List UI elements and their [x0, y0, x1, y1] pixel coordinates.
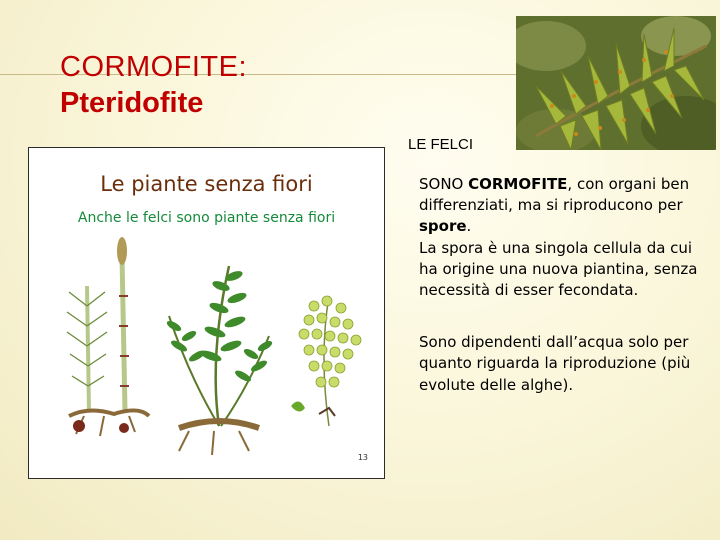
- bold-term: spore: [419, 217, 467, 236]
- body-text: [419, 174, 709, 396]
- illustration-title: Le piante senza fiori: [100, 172, 313, 196]
- text-span: SONO: [419, 175, 469, 193]
- text-span: .: [466, 217, 472, 236]
- fern-plant-icon: [165, 266, 273, 455]
- slide-title: CORMOFITE:: [60, 51, 248, 83]
- illustration-subtitle: Anche le felci sono piante senza fiori: [77, 210, 336, 226]
- illustration-panel: [28, 147, 385, 479]
- fern-photo: [516, 16, 716, 150]
- text-span: , con organi ben differenziati, ma si riproducono per: [419, 175, 690, 215]
- bold-term: CORMOFITE: [468, 175, 568, 193]
- page-number: 13: [357, 453, 368, 462]
- paragraph-1b: La spora è una singola cellula da cui ha origine una nuova piantina, senza necessità di esser fecondata.: [419, 238, 698, 300]
- plants-drawing: [29, 236, 384, 476]
- paragraph-2: Sono dipendenti dall’acqua solo per quanto riguarda la riproduzione (più evolute delle alghe).: [419, 333, 691, 394]
- paragraph-1: [419, 174, 709, 238]
- slide-subtitle: Pteridofite: [60, 87, 204, 119]
- fern-frond-icon: [291, 296, 361, 426]
- horsetail-plant-icon: [67, 237, 149, 436]
- section-label: LE FELCI: [408, 136, 474, 153]
